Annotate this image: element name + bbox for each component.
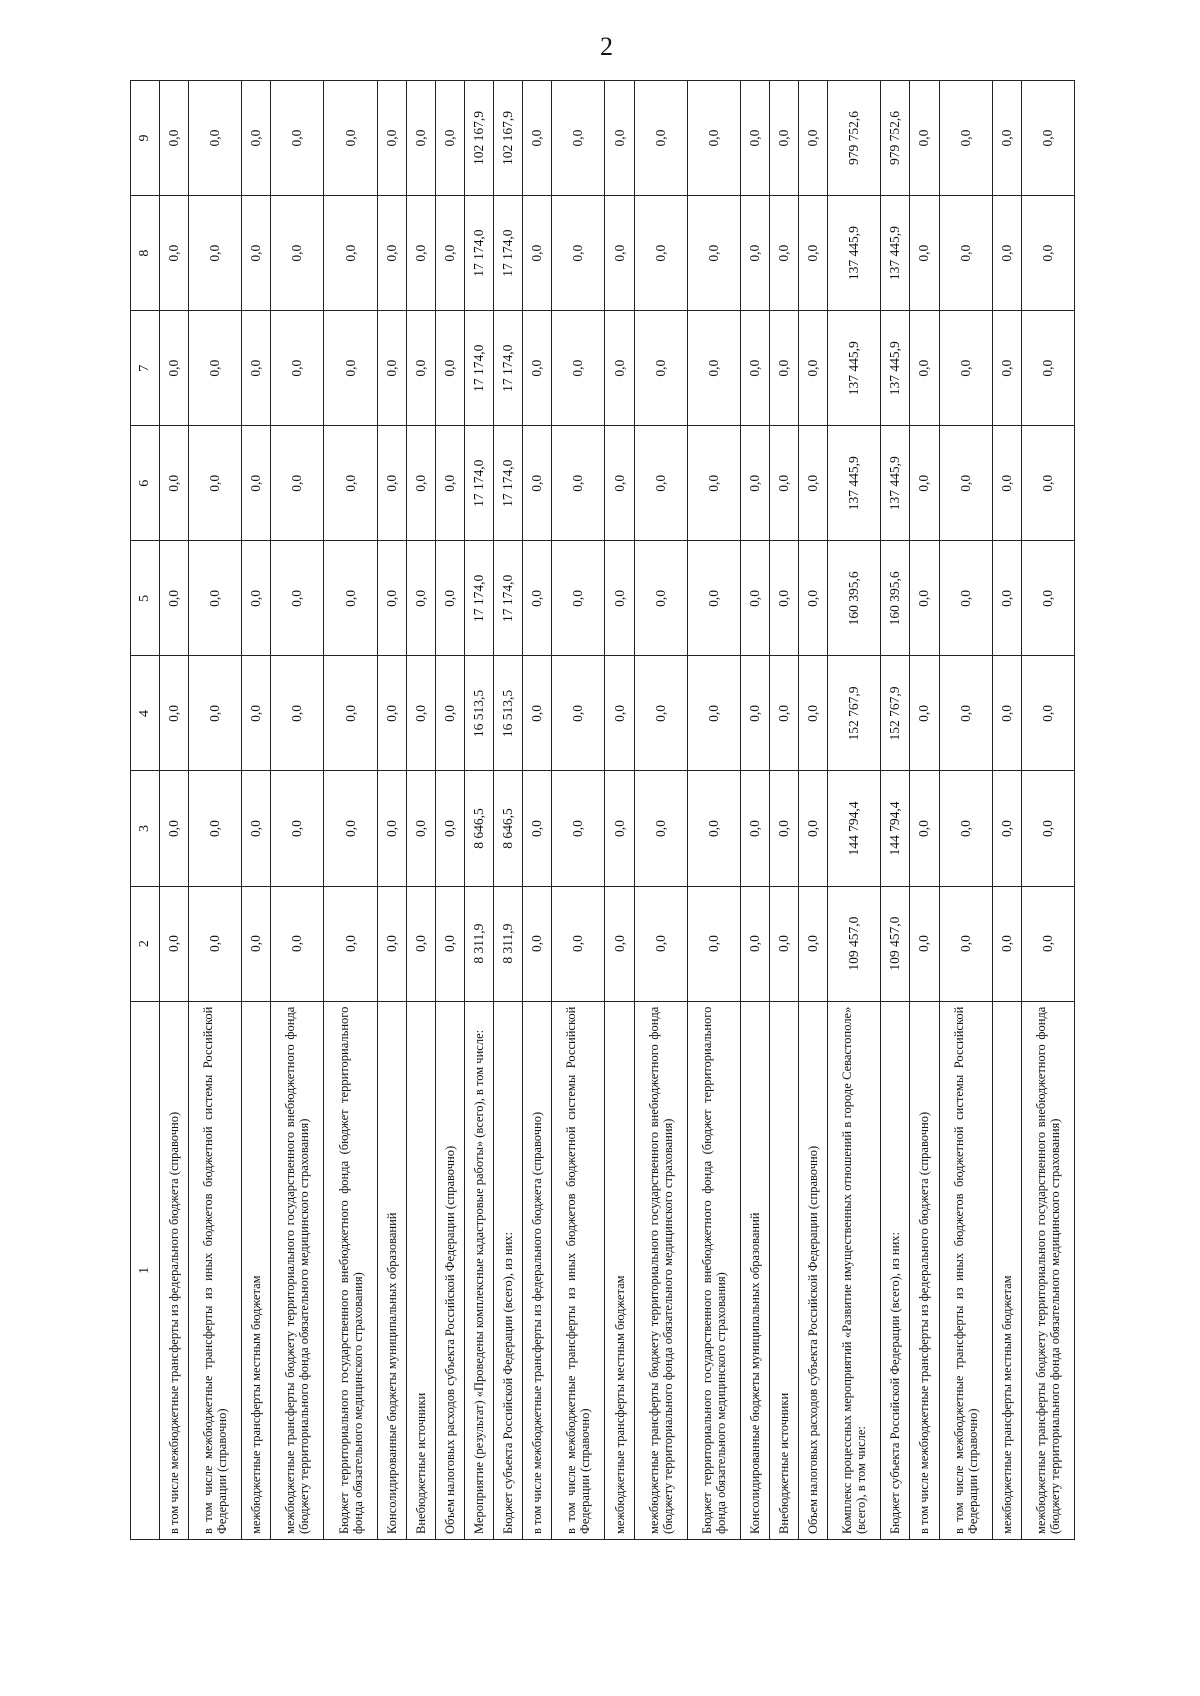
value-cell: 0,0: [740, 771, 769, 886]
value-cell: 0,0: [769, 771, 798, 886]
value-cell: 0,0: [799, 81, 828, 196]
value-cell: 0,0: [552, 886, 605, 1001]
value-cell: 0,0: [377, 426, 406, 541]
column-header: 9: [131, 81, 160, 196]
value-cell: 0,0: [769, 426, 798, 541]
value-cell: 16 513,5: [494, 656, 523, 771]
value-cell: 8 646,5: [494, 771, 523, 886]
value-cell: 0,0: [799, 771, 828, 886]
value-cell: 0,0: [271, 886, 324, 1001]
value-cell: 137 445,9: [828, 311, 881, 426]
value-cell: 0,0: [435, 541, 464, 656]
value-cell: 0,0: [634, 426, 687, 541]
value-cell: 0,0: [160, 311, 189, 426]
table-row: [324, 81, 377, 1540]
table-row: [494, 81, 523, 1540]
value-cell: 0,0: [1021, 196, 1074, 311]
value-cell: 144 794,4: [828, 771, 881, 886]
value-cell: 0,0: [605, 81, 634, 196]
value-cell: 0,0: [271, 541, 324, 656]
value-cell: 8 311,9: [464, 886, 493, 1001]
value-cell: 0,0: [377, 541, 406, 656]
table-row: [687, 81, 740, 1540]
value-cell: 0,0: [523, 656, 552, 771]
value-cell: 0,0: [271, 771, 324, 886]
table-row: [552, 81, 605, 1540]
value-cell: 0,0: [435, 771, 464, 886]
value-cell: 0,0: [435, 311, 464, 426]
column-header: 2: [131, 886, 160, 1001]
value-cell: 0,0: [939, 656, 992, 771]
value-cell: 0,0: [634, 311, 687, 426]
value-cell: 0,0: [242, 771, 271, 886]
column-header: 4: [131, 656, 160, 771]
value-cell: 0,0: [242, 311, 271, 426]
value-cell: 0,0: [189, 656, 242, 771]
column-header: 7: [131, 311, 160, 426]
table-row: [769, 81, 798, 1540]
value-cell: 0,0: [740, 81, 769, 196]
value-cell: 0,0: [242, 541, 271, 656]
value-cell: 0,0: [552, 196, 605, 311]
value-cell: 0,0: [271, 196, 324, 311]
value-cell: 137 445,9: [881, 426, 910, 541]
value-cell: 0,0: [189, 771, 242, 886]
value-cell: 0,0: [799, 541, 828, 656]
table-row: [1021, 81, 1074, 1540]
value-cell: 0,0: [324, 656, 377, 771]
value-cell: 102 167,9: [494, 81, 523, 196]
value-cell: 0,0: [992, 656, 1021, 771]
value-cell: 17 174,0: [464, 311, 493, 426]
table-row: [910, 81, 939, 1540]
value-cell: 0,0: [939, 196, 992, 311]
value-cell: 0,0: [406, 426, 435, 541]
value-cell: 0,0: [992, 771, 1021, 886]
value-cell: 0,0: [687, 426, 740, 541]
value-cell: 0,0: [634, 656, 687, 771]
row-label: межбюджетные трансферты бюджету территориального государственного внебюджетного фонда (бюджету территориального фонда обязательного медицинского страхования): [1021, 1001, 1074, 1539]
column-header: 6: [131, 426, 160, 541]
value-cell: 0,0: [740, 311, 769, 426]
value-cell: 0,0: [271, 81, 324, 196]
value-cell: 0,0: [992, 196, 1021, 311]
value-cell: 0,0: [910, 311, 939, 426]
value-cell: 17 174,0: [494, 196, 523, 311]
value-cell: 0,0: [769, 886, 798, 1001]
value-cell: 0,0: [939, 81, 992, 196]
row-label: Мероприятие (результат) «Проведены комплексные кадастровые работы» (всего), в том числе:: [464, 1001, 493, 1539]
value-cell: 0,0: [634, 886, 687, 1001]
value-cell: 0,0: [687, 541, 740, 656]
value-cell: 0,0: [160, 81, 189, 196]
value-cell: 0,0: [1021, 656, 1074, 771]
value-cell: 0,0: [189, 886, 242, 1001]
value-cell: 0,0: [910, 81, 939, 196]
row-label: межбюджетные трансферты местным бюджетам: [242, 1001, 271, 1539]
value-cell: 0,0: [552, 656, 605, 771]
value-cell: 109 457,0: [828, 886, 881, 1001]
value-cell: 0,0: [160, 656, 189, 771]
row-label: Бюджет территориального государственного внебюджетного фонда (бюджет территориального фонда обязательного медицинского страхования): [324, 1001, 377, 1539]
row-label: межбюджетные трансферты местным бюджетам: [992, 1001, 1021, 1539]
value-cell: 0,0: [406, 311, 435, 426]
value-cell: 0,0: [605, 196, 634, 311]
table-row: [242, 81, 271, 1540]
row-label: Бюджет территориального государственного внебюджетного фонда (бюджет территориального фонда обязательного медицинского страхования): [687, 1001, 740, 1539]
value-cell: 0,0: [523, 196, 552, 311]
value-cell: 0,0: [799, 656, 828, 771]
value-cell: 0,0: [406, 771, 435, 886]
value-cell: 0,0: [271, 311, 324, 426]
row-label: Внебюджетные источники: [406, 1001, 435, 1539]
page-number: 2: [600, 32, 613, 61]
value-cell: 0,0: [992, 311, 1021, 426]
row-label: в том числе межбюджетные трансферты из федерального бюджета (справочно): [910, 1001, 939, 1539]
value-cell: 0,0: [271, 656, 324, 771]
column-header: 8: [131, 196, 160, 311]
row-label: межбюджетные трансферты местным бюджетам: [605, 1001, 634, 1539]
value-cell: 0,0: [406, 656, 435, 771]
value-cell: 0,0: [769, 196, 798, 311]
value-cell: 0,0: [435, 886, 464, 1001]
value-cell: 0,0: [1021, 311, 1074, 426]
value-cell: 0,0: [634, 541, 687, 656]
row-label: межбюджетные трансферты бюджету территориального государственного внебюджетного фонда (бюджету территориального фонда обязательного медицинского страхования): [634, 1001, 687, 1539]
value-cell: 0,0: [189, 311, 242, 426]
value-cell: 0,0: [189, 196, 242, 311]
value-cell: 0,0: [687, 886, 740, 1001]
value-cell: 0,0: [406, 886, 435, 1001]
table-row: [799, 81, 828, 1540]
value-cell: 0,0: [324, 541, 377, 656]
value-cell: 0,0: [552, 311, 605, 426]
value-cell: 8 646,5: [464, 771, 493, 886]
value-cell: 0,0: [160, 886, 189, 1001]
value-cell: 0,0: [740, 196, 769, 311]
value-cell: 0,0: [910, 771, 939, 886]
value-cell: 0,0: [939, 311, 992, 426]
value-cell: 109 457,0: [881, 886, 910, 1001]
table-row: [189, 81, 242, 1540]
value-cell: 0,0: [377, 311, 406, 426]
value-cell: 0,0: [189, 426, 242, 541]
value-cell: 0,0: [406, 196, 435, 311]
value-cell: 0,0: [523, 81, 552, 196]
value-cell: 0,0: [242, 196, 271, 311]
value-cell: 0,0: [189, 541, 242, 656]
table-row: [377, 81, 406, 1540]
value-cell: 137 445,9: [881, 196, 910, 311]
value-cell: 0,0: [799, 311, 828, 426]
value-cell: 8 311,9: [494, 886, 523, 1001]
value-cell: 0,0: [634, 81, 687, 196]
value-cell: 0,0: [1021, 886, 1074, 1001]
value-cell: 0,0: [523, 311, 552, 426]
value-cell: 0,0: [160, 541, 189, 656]
value-cell: 0,0: [605, 426, 634, 541]
value-cell: 0,0: [1021, 426, 1074, 541]
value-cell: 0,0: [242, 81, 271, 196]
value-cell: 0,0: [552, 426, 605, 541]
value-cell: 0,0: [910, 196, 939, 311]
value-cell: 0,0: [740, 426, 769, 541]
row-label: Внебюджетные источники: [769, 1001, 798, 1539]
value-cell: 0,0: [605, 541, 634, 656]
value-cell: 152 767,9: [828, 656, 881, 771]
value-cell: 0,0: [769, 311, 798, 426]
value-cell: 0,0: [435, 81, 464, 196]
value-cell: 0,0: [324, 771, 377, 886]
value-cell: 0,0: [605, 656, 634, 771]
value-cell: 0,0: [552, 81, 605, 196]
value-cell: 0,0: [992, 541, 1021, 656]
value-cell: 0,0: [435, 656, 464, 771]
value-cell: 0,0: [523, 541, 552, 656]
value-cell: 0,0: [324, 196, 377, 311]
value-cell: 0,0: [605, 886, 634, 1001]
table-row: [406, 81, 435, 1540]
value-cell: 0,0: [910, 426, 939, 541]
value-cell: 0,0: [799, 426, 828, 541]
value-cell: 160 395,6: [828, 541, 881, 656]
value-cell: 0,0: [769, 81, 798, 196]
table-row: [271, 81, 324, 1540]
row-label: в том числе межбюджетные трансферты из федерального бюджета (справочно): [523, 1001, 552, 1539]
value-cell: 0,0: [992, 81, 1021, 196]
value-cell: 0,0: [271, 426, 324, 541]
table-row: [740, 81, 769, 1540]
table-header-row: [131, 81, 160, 1540]
budget-table: [130, 80, 1075, 1540]
row-label: Объем налоговых расходов субъекта Российской Федерации (справочно): [435, 1001, 464, 1539]
value-cell: 137 445,9: [828, 196, 881, 311]
value-cell: 160 395,6: [881, 541, 910, 656]
value-cell: 0,0: [939, 771, 992, 886]
value-cell: 0,0: [189, 81, 242, 196]
row-label: в том числе межбюджетные трансферты из иных бюджетов бюджетной системы Российской Федерации (справочно): [939, 1001, 992, 1539]
value-cell: 0,0: [769, 656, 798, 771]
value-cell: 0,0: [435, 426, 464, 541]
value-cell: 0,0: [799, 196, 828, 311]
value-cell: 0,0: [939, 886, 992, 1001]
value-cell: 0,0: [634, 196, 687, 311]
value-cell: 17 174,0: [494, 541, 523, 656]
value-cell: 979 752,6: [881, 81, 910, 196]
table-row: [881, 81, 910, 1540]
value-cell: 0,0: [605, 771, 634, 886]
table-row: [828, 81, 881, 1540]
value-cell: 0,0: [377, 656, 406, 771]
value-cell: 0,0: [687, 196, 740, 311]
value-cell: 0,0: [377, 886, 406, 1001]
value-cell: 17 174,0: [494, 426, 523, 541]
value-cell: 0,0: [377, 81, 406, 196]
value-cell: 137 445,9: [828, 426, 881, 541]
value-cell: 0,0: [769, 541, 798, 656]
value-cell: 0,0: [377, 196, 406, 311]
row-label: Консолидированные бюджеты муниципальных образований: [377, 1001, 406, 1539]
row-label: в том числе межбюджетные трансферты из иных бюджетов бюджетной системы Российской Федерации (справочно): [552, 1001, 605, 1539]
row-label: Бюджет субъекта Российской Федерации (всего), из них:: [881, 1001, 910, 1539]
table-row: [992, 81, 1021, 1540]
column-header: 5: [131, 541, 160, 656]
value-cell: 0,0: [406, 541, 435, 656]
row-label: в том числе межбюджетные трансферты из федерального бюджета (справочно): [160, 1001, 189, 1539]
value-cell: 144 794,4: [881, 771, 910, 886]
column-header: 1: [131, 1001, 160, 1539]
value-cell: 0,0: [799, 886, 828, 1001]
value-cell: 0,0: [242, 656, 271, 771]
value-cell: 102 167,9: [464, 81, 493, 196]
value-cell: 17 174,0: [464, 541, 493, 656]
value-cell: 0,0: [160, 426, 189, 541]
value-cell: 0,0: [687, 81, 740, 196]
row-label: межбюджетные трансферты бюджету территориального государственного внебюджетного фонда (бюджету территориального фонда обязательного медицинского страхования): [271, 1001, 324, 1539]
table-body: [160, 81, 1075, 1540]
value-cell: 0,0: [939, 541, 992, 656]
value-cell: 0,0: [634, 771, 687, 886]
row-label: Бюджет субъекта Российской Федерации (всего), из них:: [494, 1001, 523, 1539]
table-row: [939, 81, 992, 1540]
value-cell: 0,0: [324, 81, 377, 196]
table-row: [605, 81, 634, 1540]
value-cell: 0,0: [324, 426, 377, 541]
row-label: в том числе межбюджетные трансферты из иных бюджетов бюджетной системы Российской Федерации (справочно): [189, 1001, 242, 1539]
value-cell: 16 513,5: [464, 656, 493, 771]
table-row: [464, 81, 493, 1540]
table-row: [160, 81, 189, 1540]
value-cell: 0,0: [552, 771, 605, 886]
value-cell: 17 174,0: [464, 196, 493, 311]
value-cell: 0,0: [552, 541, 605, 656]
value-cell: 0,0: [406, 81, 435, 196]
column-header: 3: [131, 771, 160, 886]
row-label: Консолидированные бюджеты муниципальных образований: [740, 1001, 769, 1539]
value-cell: 0,0: [242, 426, 271, 541]
value-cell: 979 752,6: [828, 81, 881, 196]
value-cell: 0,0: [324, 311, 377, 426]
value-cell: 0,0: [687, 656, 740, 771]
rotated-table-container: [130, 80, 1075, 1540]
value-cell: 0,0: [910, 541, 939, 656]
value-cell: 0,0: [1021, 771, 1074, 886]
value-cell: 17 174,0: [464, 426, 493, 541]
table-row: [523, 81, 552, 1540]
table-row: [634, 81, 687, 1540]
value-cell: 0,0: [740, 886, 769, 1001]
value-cell: 0,0: [992, 426, 1021, 541]
value-cell: 0,0: [910, 656, 939, 771]
value-cell: 0,0: [377, 771, 406, 886]
value-cell: 0,0: [740, 541, 769, 656]
value-cell: 0,0: [939, 426, 992, 541]
value-cell: 137 445,9: [881, 311, 910, 426]
row-label: Комплекс процессных мероприятий «Развитие имущественных отношений в городе Севастополе» (всего), в том числе:: [828, 1001, 881, 1539]
table-row: [435, 81, 464, 1540]
value-cell: 0,0: [523, 426, 552, 541]
value-cell: 0,0: [242, 886, 271, 1001]
value-cell: 0,0: [160, 771, 189, 886]
value-cell: 152 767,9: [881, 656, 910, 771]
value-cell: 0,0: [910, 886, 939, 1001]
value-cell: 17 174,0: [494, 311, 523, 426]
value-cell: 0,0: [687, 771, 740, 886]
value-cell: 0,0: [1021, 81, 1074, 196]
value-cell: 0,0: [523, 886, 552, 1001]
value-cell: 0,0: [324, 886, 377, 1001]
value-cell: 0,0: [523, 771, 552, 886]
row-label: Объем налоговых расходов субъекта Российской Федерации (справочно): [799, 1001, 828, 1539]
value-cell: 0,0: [1021, 541, 1074, 656]
value-cell: 0,0: [740, 656, 769, 771]
value-cell: 0,0: [687, 311, 740, 426]
value-cell: 0,0: [605, 311, 634, 426]
value-cell: 0,0: [435, 196, 464, 311]
value-cell: 0,0: [160, 196, 189, 311]
value-cell: 0,0: [992, 886, 1021, 1001]
